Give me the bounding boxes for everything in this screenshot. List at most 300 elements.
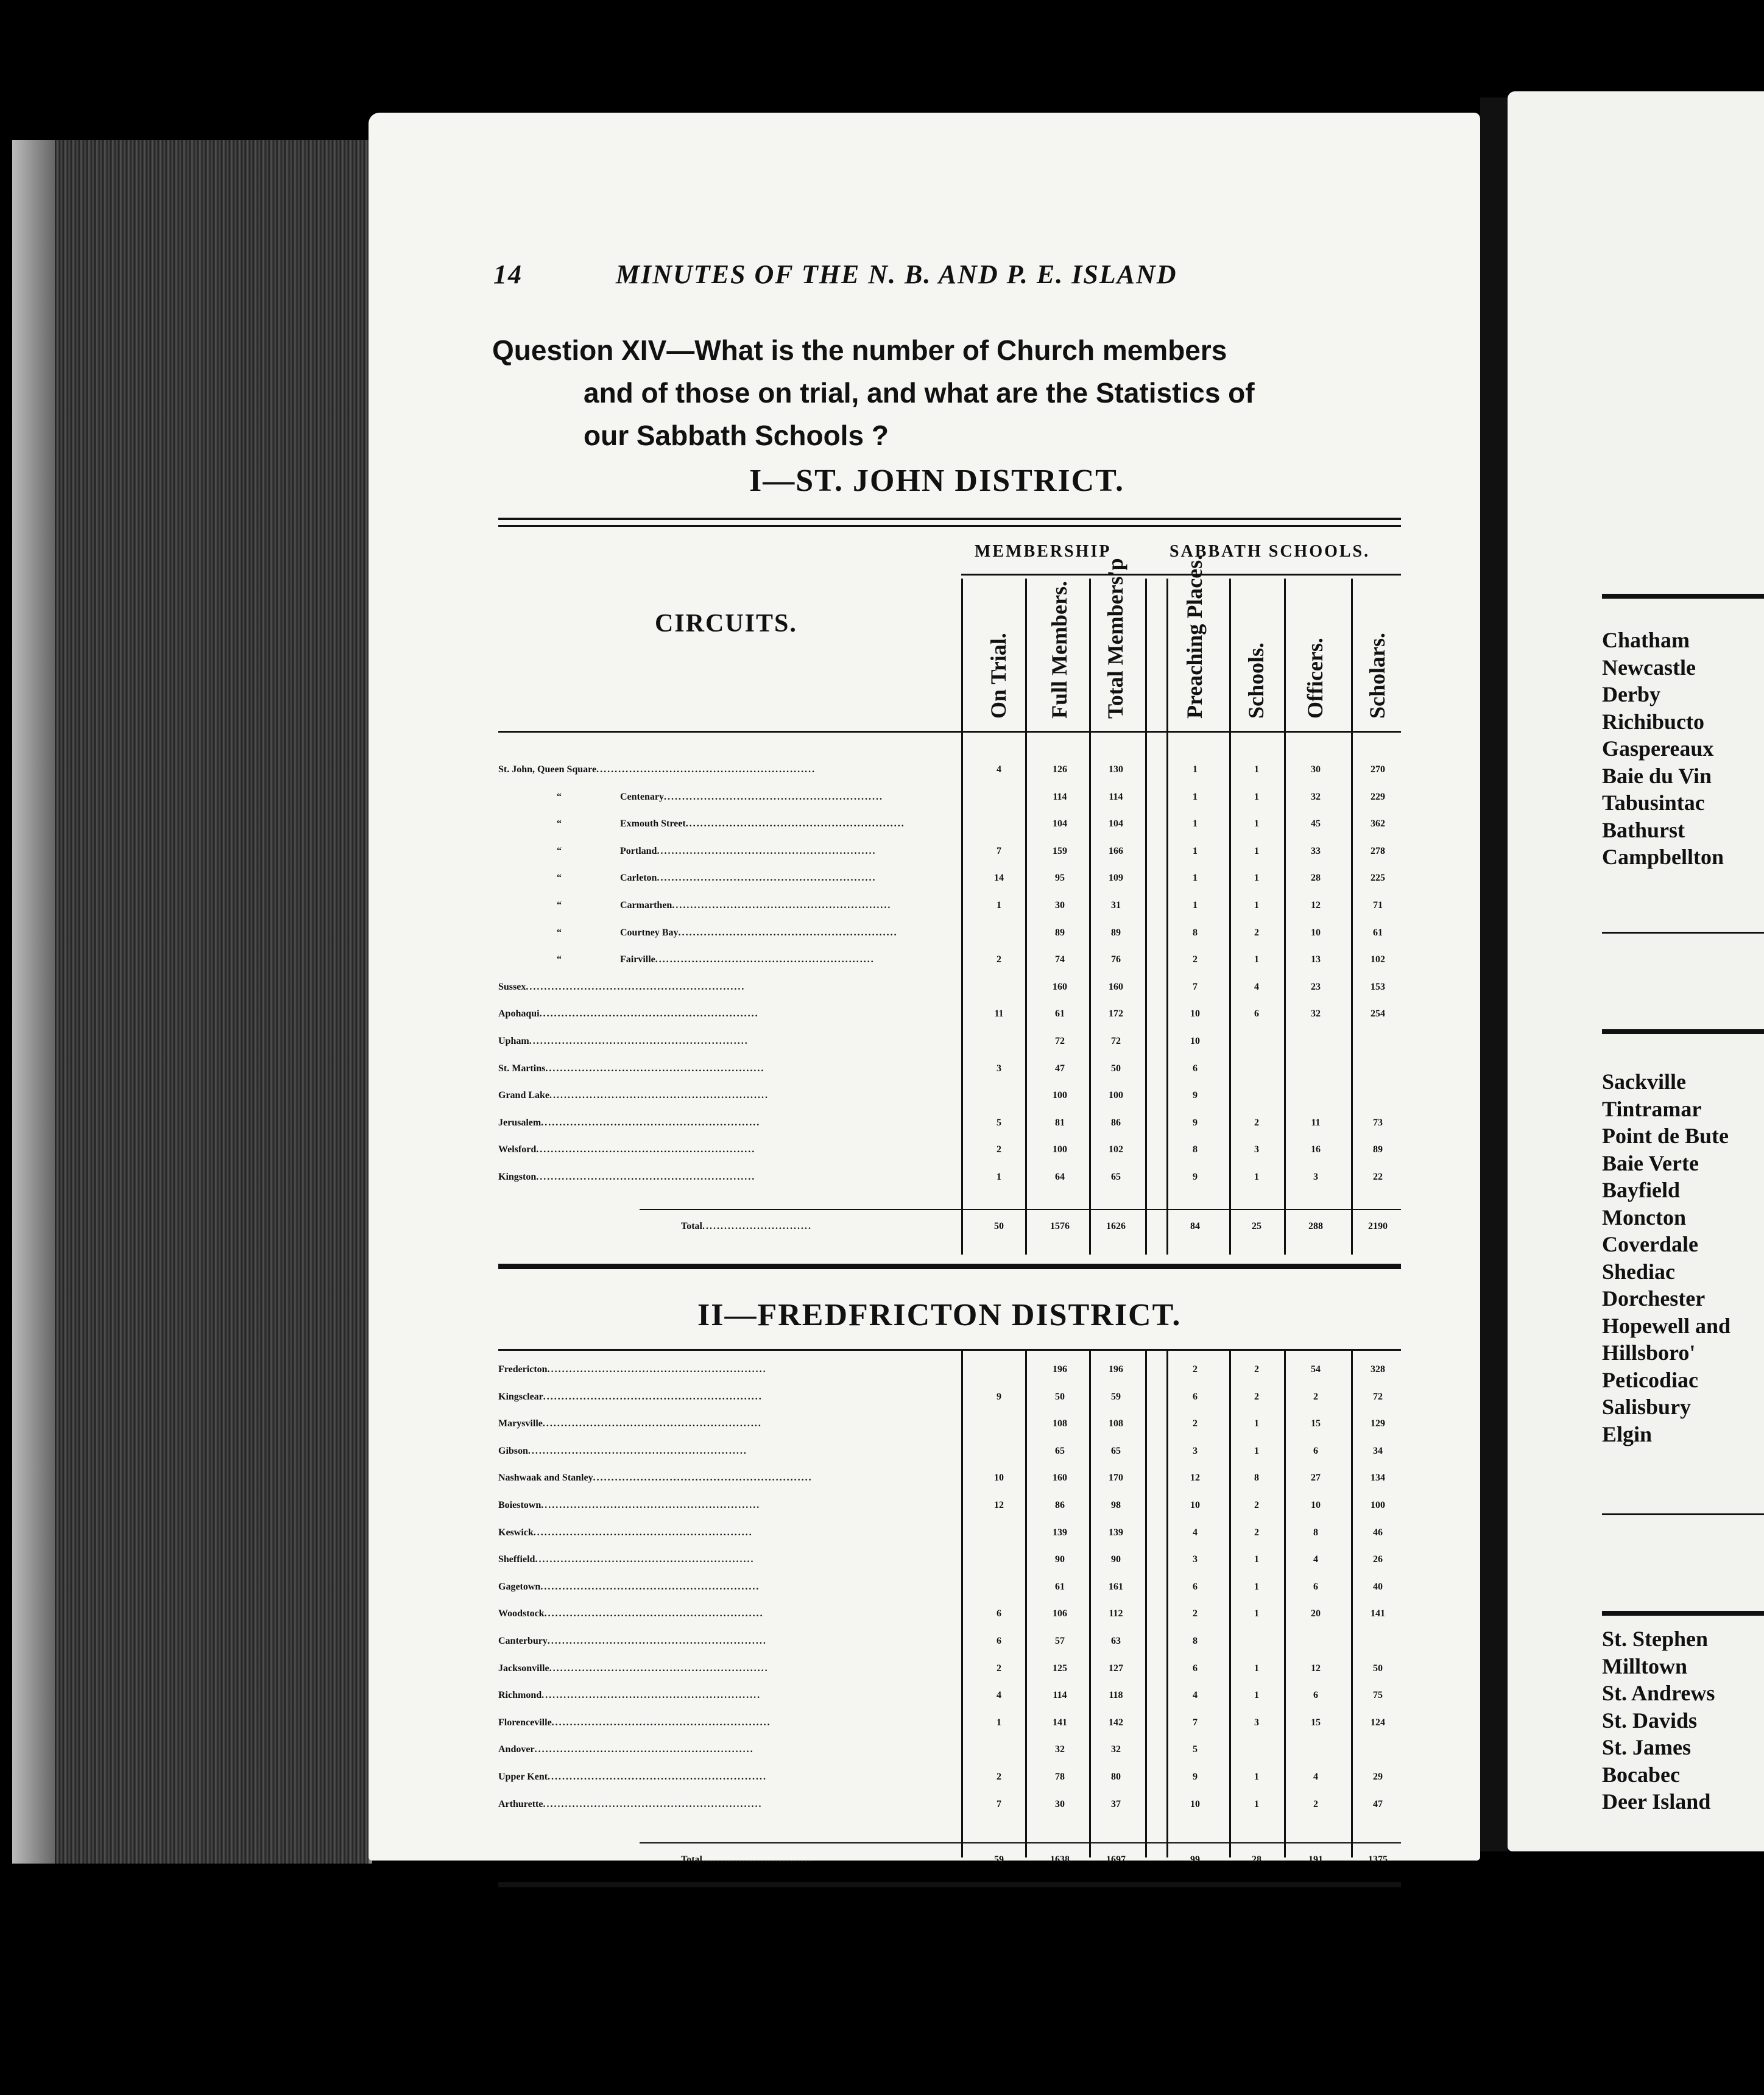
facing-page-rule-2 [1602, 932, 1764, 934]
circuit-row [498, 1009, 1403, 1035]
circuit-row [498, 1500, 1403, 1527]
cell-officers: 2 [1313, 1391, 1318, 1402]
cell-full-members: 106 [1053, 1608, 1067, 1619]
cell-scholars: 328 [1371, 1364, 1385, 1375]
cell-schools: 2 [1254, 1391, 1259, 1402]
column-header-2: Full Members. [1047, 581, 1071, 719]
cell-officers: 12 [1311, 1663, 1321, 1674]
district-title-2: II—FREDFRICTON DISTRICT. [697, 1298, 1182, 1333]
cell-full-members: 104 [1053, 819, 1067, 829]
cell-scholars: 26 [1373, 1554, 1383, 1565]
cell-preaching-places: 9 [1193, 1172, 1198, 1182]
facing-circuit-name: Baie Verte [1602, 1150, 1699, 1175]
leader-dots: ............................................................ [536, 1172, 756, 1182]
running-header [493, 259, 1285, 290]
circuit-row [498, 1744, 1403, 1771]
circuits-header: CIRCUITS. [655, 610, 797, 638]
cell-scholars: 278 [1371, 845, 1385, 856]
circuit-name [498, 928, 961, 938]
group-header-rule [961, 574, 1401, 576]
cell-preaching-places: 2 [1193, 954, 1198, 965]
total-label-text: Total [681, 1221, 702, 1231]
cell-full-members: 61 [1055, 1581, 1065, 1592]
cell-on-trial: 6 [997, 1608, 1001, 1619]
cell-schools: 1 [1254, 1608, 1259, 1619]
cell-schools: 1 [1254, 1798, 1259, 1809]
cell-on-trial: 2 [997, 1144, 1001, 1155]
cell-schools: 3 [1254, 1144, 1259, 1155]
facing-circuit-name: Bocabec [1602, 1762, 1680, 1787]
cell-on-trial: 10 [994, 1473, 1004, 1484]
circuit-name-text: Arthurette [498, 1798, 543, 1809]
circuit-row [498, 1364, 1403, 1391]
facing-circuit-name: St. Andrews [1602, 1681, 1715, 1705]
membership-header: MEMBERSHIP [975, 542, 1112, 561]
ditto-mark: “ [557, 845, 562, 856]
cell-full-members: 32 [1055, 1744, 1065, 1755]
cell-officers: 4 [1313, 1772, 1318, 1782]
cell-preaching-places: 7 [1193, 1717, 1198, 1728]
facing-page-rule-4 [1602, 1513, 1764, 1515]
cell-on-trial: 4 [997, 764, 1001, 775]
leader-dots: ............................................................ [544, 1608, 764, 1619]
cell-total-members-p: 65 [1111, 1445, 1121, 1456]
cell-on-trial: 7 [997, 845, 1001, 856]
cell-scholars: 75 [1373, 1690, 1383, 1701]
circuit-name [498, 1636, 961, 1647]
circuit-name [498, 1582, 961, 1593]
cell-scholars: 229 [1371, 791, 1385, 802]
cell-full-members: 125 [1053, 1663, 1067, 1674]
cell-scholars: 129 [1371, 1418, 1385, 1429]
cell-scholars: 22 [1373, 1172, 1383, 1182]
total-cell: 1638 [1050, 1854, 1070, 1865]
cell-schools: 1 [1254, 1445, 1259, 1456]
cell-scholars: 362 [1371, 819, 1385, 829]
circuit-name-text: Canterbury [498, 1636, 548, 1646]
facing-circuit-name: Bayfield [1602, 1178, 1681, 1202]
cell-total-members-p: 31 [1111, 900, 1121, 910]
cell-preaching-places: 6 [1193, 1581, 1198, 1592]
cell-total-members-p: 90 [1111, 1554, 1121, 1565]
facing-circuit-name: St. Davids [1602, 1708, 1698, 1733]
circuit-name [498, 1554, 961, 1565]
circuit-row [498, 1172, 1403, 1199]
circuit-name [498, 1090, 961, 1101]
facing-circuit-name: Hopewell and [1602, 1313, 1731, 1338]
cell-on-trial: 2 [997, 1663, 1001, 1674]
cell-schools: 1 [1254, 1690, 1259, 1701]
cell-schools: 2 [1254, 927, 1259, 938]
ditto-mark: “ [557, 819, 562, 829]
circuit-name [498, 1144, 961, 1155]
circuit-name [498, 1500, 961, 1511]
leader-dots: ............................................................ [526, 981, 746, 992]
facing-circuit-name: Elgin [1602, 1421, 1653, 1446]
leader-dots: .............................. [702, 1221, 812, 1231]
cell-schools: 1 [1254, 1172, 1259, 1182]
cell-full-members: 95 [1055, 873, 1065, 884]
facing-circuit-name: Sackville [1602, 1069, 1687, 1094]
cell-preaching-places: 7 [1193, 981, 1198, 992]
cell-preaching-places: 12 [1190, 1473, 1200, 1484]
total-top-rule [640, 1842, 1401, 1843]
cell-on-trial: 9 [997, 1391, 1001, 1402]
total-cell: 99 [1190, 1854, 1200, 1865]
cell-scholars: 29 [1373, 1772, 1383, 1782]
cell-preaching-places: 6 [1193, 1391, 1198, 1402]
cell-full-members: 90 [1055, 1554, 1065, 1565]
cell-full-members: 30 [1055, 1798, 1065, 1809]
circuit-name [498, 819, 961, 829]
cell-schools: 1 [1254, 764, 1259, 775]
cell-scholars: 134 [1371, 1473, 1385, 1484]
cell-schools: 3 [1254, 1717, 1259, 1728]
cell-on-trial: 7 [997, 1798, 1001, 1809]
cell-schools: 1 [1254, 791, 1259, 802]
leader-dots: ............................................................ [534, 1744, 754, 1755]
cell-full-members: 81 [1055, 1117, 1065, 1128]
leader-dots: ............................................................ [542, 1690, 761, 1701]
circuit-name-text: Woodstock [498, 1608, 545, 1619]
total-cell: 84 [1190, 1221, 1200, 1231]
cell-preaching-places: 9 [1193, 1090, 1198, 1101]
circuit-name-text: Portland [620, 845, 657, 856]
cell-scholars: 89 [1373, 1144, 1383, 1155]
cell-full-members: 100 [1053, 1144, 1067, 1155]
circuit-name-text: St. Martins [498, 1063, 546, 1074]
column-header-5: Schools. [1244, 642, 1268, 719]
cell-full-members: 159 [1053, 845, 1067, 856]
cell-total-members-p: 160 [1109, 981, 1123, 992]
cell-total-members-p: 65 [1111, 1172, 1121, 1182]
cell-officers: 54 [1311, 1364, 1321, 1375]
column-header-7: Scholars. [1365, 632, 1389, 719]
cell-schools: 1 [1254, 1772, 1259, 1782]
column-header-1: On Trial. [986, 633, 1011, 719]
facing-circuit-name: Derby [1602, 682, 1660, 706]
table-top-rule [498, 518, 1401, 520]
cell-schools: 2 [1254, 1500, 1259, 1510]
circuit-name [498, 1744, 961, 1755]
leader-dots: ............................................................ [527, 1445, 747, 1456]
circuit-name-text: Upper Kent [498, 1772, 548, 1782]
cell-total-members-p: 196 [1109, 1364, 1123, 1375]
circuit-name-text: Jerusalem [498, 1117, 542, 1128]
cell-preaching-places: 5 [1193, 1744, 1198, 1755]
cell-total-members-p: 63 [1111, 1636, 1121, 1646]
total-cell: 191 [1308, 1854, 1323, 1865]
question-line-1: Question XIV—What is the number of Church members [492, 334, 1227, 366]
total-cell: 1697 [1106, 1854, 1126, 1865]
circuit-row [498, 1527, 1403, 1554]
cell-preaching-places: 10 [1190, 1009, 1200, 1019]
cell-full-members: 100 [1053, 1090, 1067, 1101]
cell-full-members: 196 [1053, 1364, 1067, 1375]
leader-dots: ............................................................ [535, 1554, 755, 1565]
circuit-name [498, 1446, 961, 1457]
leader-dots: ............................................................ [541, 1117, 761, 1128]
cell-preaching-places: 4 [1193, 1527, 1198, 1538]
cell-scholars: 124 [1371, 1717, 1385, 1728]
cell-total-members-p: 112 [1109, 1608, 1123, 1619]
cell-scholars: 102 [1371, 954, 1385, 965]
cell-officers: 10 [1311, 1500, 1321, 1510]
leader-dots: ............................................................ [541, 1500, 761, 1510]
cell-total-members-p: 32 [1111, 1744, 1121, 1755]
circuit-name [498, 900, 961, 911]
circuit-name-text: Exmouth Street [620, 819, 686, 829]
cell-officers: 33 [1311, 845, 1321, 856]
circuit-name-text: Fairville [620, 954, 655, 965]
cell-preaching-places: 3 [1193, 1445, 1198, 1456]
circuit-row [498, 846, 1403, 873]
cell-full-members: 30 [1055, 900, 1065, 910]
leader-dots: ............................................................ [655, 954, 875, 965]
facing-circuit-name: Coverdale [1602, 1232, 1698, 1256]
cell-schools: 2 [1254, 1117, 1259, 1128]
cell-schools: 1 [1254, 954, 1259, 965]
circuit-row [498, 982, 1403, 1009]
leader-dots: ............................................................ [657, 873, 877, 884]
leader-dots: ............................................................ [685, 819, 905, 829]
cell-preaching-places: 9 [1193, 1772, 1198, 1782]
cell-total-members-p: 89 [1111, 927, 1121, 938]
circuit-row [498, 1554, 1403, 1581]
cell-scholars: 141 [1371, 1608, 1385, 1619]
cell-scholars: 254 [1371, 1009, 1385, 1019]
facing-circuit-name: Gaspereaux [1602, 736, 1714, 761]
circuit-name-text: Apohaqui [498, 1009, 540, 1019]
cell-full-members: 72 [1055, 1036, 1065, 1046]
leader-dots: ............................................................ [543, 1798, 763, 1809]
cell-schools: 8 [1254, 1473, 1259, 1484]
leader-dots: ............................................................ [542, 1418, 762, 1429]
total-top-rule [640, 1209, 1401, 1210]
cell-full-members: 89 [1055, 927, 1065, 938]
cell-preaching-places: 6 [1193, 1063, 1198, 1074]
facing-circuit-name: Dorchester [1602, 1286, 1706, 1311]
leader-dots: ............................................................ [543, 1391, 763, 1402]
circuit-row [498, 1690, 1403, 1717]
cell-scholars: 61 [1373, 927, 1383, 938]
leader-dots: ............................................................ [657, 845, 877, 856]
cell-scholars: 100 [1371, 1500, 1385, 1510]
cell-on-trial: 14 [994, 873, 1004, 884]
facing-circuit-name: St. Stephen [1602, 1627, 1709, 1651]
cell-full-members: 160 [1053, 981, 1067, 992]
circuit-name [498, 1036, 961, 1047]
leader-dots: ............................................................ [547, 1364, 767, 1375]
circuit-row [498, 1090, 1403, 1117]
leader-dots: ............................................................ [549, 1090, 769, 1101]
cell-full-members: 160 [1053, 1473, 1067, 1484]
circuit-name [498, 846, 961, 857]
cell-on-trial: 3 [997, 1063, 1001, 1074]
cell-officers: 11 [1311, 1117, 1321, 1128]
cell-officers: 2 [1313, 1798, 1318, 1809]
cell-scholars: 34 [1373, 1445, 1383, 1456]
cell-full-members: 139 [1053, 1527, 1067, 1538]
circuit-name-text: Sheffield [498, 1554, 535, 1565]
district-title-1: I—ST. JOHN DISTRICT. [749, 463, 1124, 498]
circuit-row [498, 1446, 1403, 1473]
header-bottom-rule [498, 731, 1401, 733]
circuit-row [498, 928, 1403, 954]
facing-circuit-name: St. James [1602, 1735, 1691, 1759]
cell-scholars: 270 [1371, 764, 1385, 775]
cell-full-members: 50 [1055, 1391, 1065, 1402]
cell-total-members-p: 161 [1109, 1581, 1123, 1592]
table-top-rule-2 [498, 525, 1401, 527]
cell-preaching-places: 2 [1193, 1608, 1198, 1619]
cell-scholars: 71 [1373, 900, 1383, 910]
ditto-mark: “ [557, 900, 562, 910]
cell-total-members-p: 80 [1111, 1772, 1121, 1782]
total-row [498, 1854, 1403, 1881]
circuit-name [498, 1717, 961, 1728]
cell-scholars: 46 [1373, 1527, 1383, 1538]
cell-on-trial: 5 [997, 1117, 1001, 1128]
circuit-row [498, 1036, 1403, 1063]
circuit-row [498, 1418, 1403, 1445]
circuit-row [498, 1636, 1403, 1663]
cell-total-members-p: 130 [1109, 764, 1123, 775]
book-spine-edge [12, 140, 55, 1864]
circuit-name-text: Carleton [620, 873, 657, 884]
cell-total-members-p: 166 [1109, 845, 1123, 856]
cell-preaching-places: 10 [1190, 1798, 1200, 1809]
cell-on-trial: 11 [994, 1009, 1004, 1019]
cell-full-members: 64 [1055, 1172, 1065, 1182]
circuit-row [498, 764, 1403, 791]
cell-total-members-p: 102 [1109, 1144, 1123, 1155]
cell-preaching-places: 1 [1193, 791, 1198, 802]
cell-on-trial: 1 [997, 1717, 1001, 1728]
cell-full-members: 61 [1055, 1009, 1065, 1019]
circuit-name [498, 1473, 961, 1484]
facing-circuit-name: Point de Bute [1602, 1124, 1729, 1148]
cell-total-members-p: 170 [1109, 1473, 1123, 1484]
cell-schools: 2 [1254, 1364, 1259, 1375]
cell-officers: 28 [1311, 873, 1321, 884]
circuit-name [498, 1009, 961, 1019]
circuit-name [498, 1527, 961, 1538]
ditto-mark: “ [557, 873, 562, 884]
cell-full-members: 47 [1055, 1063, 1065, 1074]
cell-on-trial: 12 [994, 1500, 1004, 1510]
total-cell: 50 [994, 1221, 1004, 1231]
cell-officers: 32 [1311, 1009, 1321, 1019]
leader-dots: ............................................................ [539, 1009, 759, 1019]
cell-officers: 10 [1311, 927, 1321, 938]
cell-schools: 1 [1254, 845, 1259, 856]
cell-preaching-places: 10 [1190, 1036, 1200, 1046]
leader-dots: ............................................................ [593, 1473, 813, 1484]
cell-total-members-p: 72 [1111, 1036, 1121, 1046]
cell-full-members: 126 [1053, 764, 1067, 775]
facing-circuit-name: Bathurst [1602, 817, 1685, 842]
running-head-title: MINUTES OF THE N. B. AND P. E. ISLAND [616, 259, 1177, 289]
circuit-row [498, 1144, 1403, 1171]
circuit-row [498, 1772, 1403, 1798]
cell-officers: 27 [1311, 1473, 1321, 1484]
circuit-row [498, 1663, 1403, 1690]
facing-circuit-name: Newcastle [1602, 655, 1696, 680]
cell-scholars: 40 [1373, 1581, 1383, 1592]
cell-full-members: 114 [1053, 791, 1067, 802]
sabbath-schools-header: SABBATH SCHOOLS. [1170, 542, 1371, 561]
total-cell: 288 [1308, 1221, 1323, 1231]
cell-total-members-p: 108 [1109, 1418, 1123, 1429]
cell-on-trial: 1 [997, 1172, 1001, 1182]
cell-full-members: 65 [1055, 1445, 1065, 1456]
circuit-name-text: Carmarthen [620, 900, 672, 910]
cell-schools: 1 [1254, 873, 1259, 884]
cell-officers: 20 [1311, 1608, 1321, 1619]
leader-dots: ............................................................ [536, 1144, 756, 1155]
circuit-row [498, 792, 1403, 819]
cell-preaching-places: 1 [1193, 873, 1198, 884]
ditto-mark: “ [557, 954, 562, 965]
facing-circuit-name: Tintramar [1602, 1096, 1702, 1121]
cell-preaching-places: 1 [1193, 900, 1198, 910]
cell-scholars: 73 [1373, 1117, 1383, 1128]
total-cell: 1626 [1106, 1221, 1126, 1231]
total-label-text: Total [681, 1854, 702, 1865]
circuit-name-text: Nashwaak and Stanley [498, 1473, 593, 1484]
cell-schools: 2 [1254, 1527, 1259, 1538]
column-header-6: Officers. [1303, 638, 1327, 719]
circuit-name-text: Grand Lake [498, 1090, 550, 1101]
facing-circuit-name: Campbellton [1602, 845, 1724, 869]
cell-total-members-p: 100 [1109, 1090, 1123, 1101]
cell-preaching-places: 6 [1193, 1663, 1198, 1674]
circuit-name-text: Richmond [498, 1690, 542, 1701]
total-cell: 59 [994, 1854, 1004, 1865]
circuit-name [498, 1118, 961, 1128]
district-2-top-rule [498, 1349, 1401, 1351]
circuit-name [498, 792, 961, 803]
circuit-name-text: Keswick [498, 1527, 534, 1538]
district-bottom-thick-rule [498, 1264, 1401, 1269]
cell-preaching-places: 8 [1193, 1636, 1198, 1646]
column-header-4: Preaching Places. [1182, 554, 1207, 719]
circuit-name-text: Marysville [498, 1418, 543, 1429]
cell-schools: 4 [1254, 981, 1259, 992]
cell-preaching-places: 1 [1193, 845, 1198, 856]
page-number: 14 [493, 259, 523, 289]
circuit-name-text: Jacksonville [498, 1663, 549, 1674]
circuit-name [498, 1608, 961, 1619]
circuit-name-text: St. John, Queen Square [498, 764, 597, 775]
circuit-row [498, 1392, 1403, 1418]
cell-officers: 12 [1311, 900, 1321, 910]
circuit-name [498, 1364, 961, 1375]
cell-full-members: 114 [1053, 1690, 1067, 1701]
cell-officers: 45 [1311, 819, 1321, 829]
cell-total-members-p: 172 [1109, 1009, 1123, 1019]
circuit-row [498, 1799, 1403, 1826]
circuit-name [498, 1663, 961, 1674]
column-header-3: Total Members'p [1103, 558, 1127, 719]
facing-circuit-name: Shediac [1602, 1259, 1676, 1284]
circuit-name-text: Andover [498, 1744, 535, 1755]
facing-circuit-name: Baie du Vin [1602, 763, 1712, 788]
leader-dots: ............................................................ [547, 1636, 767, 1646]
total-cell: 28 [1252, 1854, 1261, 1865]
circuit-row [498, 1582, 1403, 1608]
